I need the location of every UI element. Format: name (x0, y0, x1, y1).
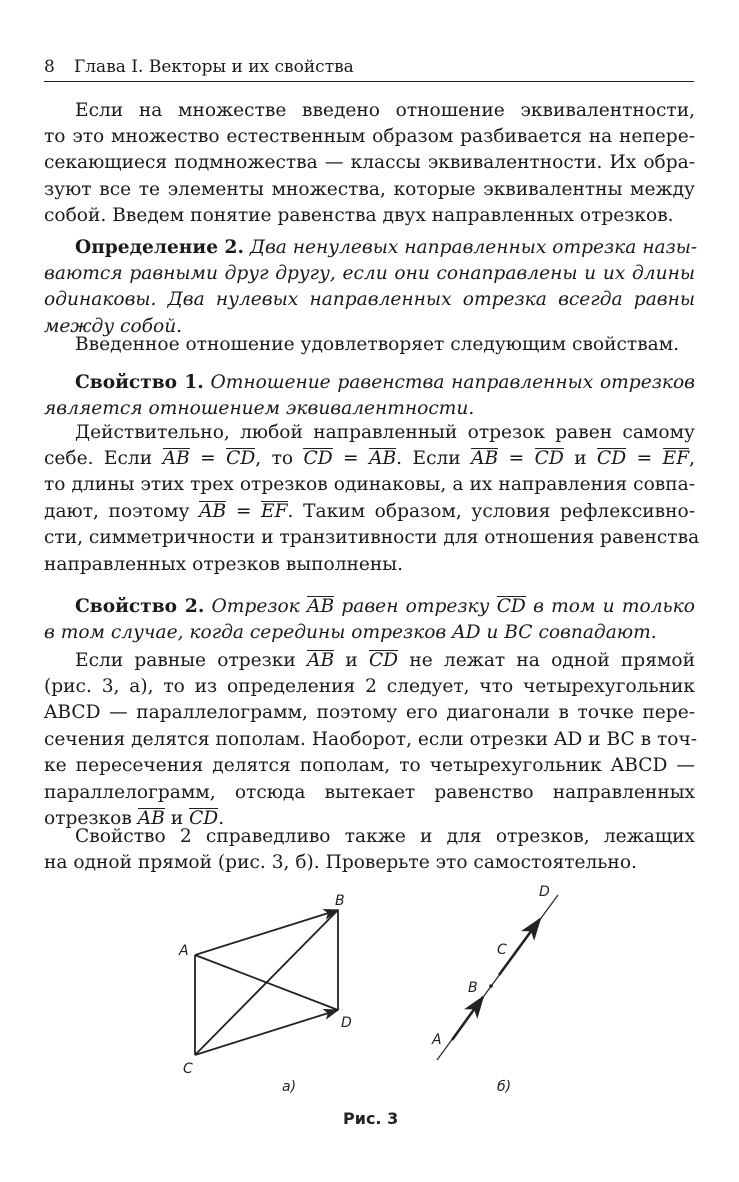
vector-ef: EF (662, 448, 690, 469)
point-label-a: A (179, 943, 189, 959)
subfigure-label-b: б) (497, 1079, 512, 1095)
vector-cd: CD (303, 448, 333, 469)
text-line: сти, симметричности и транзитивности для отношения равенства (44, 527, 700, 549)
vector-ab: AB (137, 808, 165, 830)
point-label-d: D (539, 884, 550, 900)
property-label: Свойство 1. (75, 372, 204, 393)
midpoint-dot (489, 984, 493, 988)
paragraph-proof-1-cont (44, 446, 700, 578)
vector-cd: CD (597, 448, 627, 469)
text-line-with-vectors: Если равные отрезки AB и CD не лежат на одной прямой (75, 650, 695, 671)
paragraph-properties-intro (75, 332, 695, 358)
text-line: на одной прямой (рис. 3, б). Проверьте это самостоятельно. (44, 852, 637, 873)
vector-ab: AB (162, 448, 190, 469)
paragraph-equivalence-cont (44, 124, 695, 230)
definition-text: Два ненулевых направленных отрезка назы- (249, 237, 698, 258)
text-line: Если на множестве введено отношение эквивалентности, (75, 100, 695, 121)
definition-2 (75, 235, 698, 261)
paragraph-collinear-cont (44, 850, 695, 876)
text-line-with-vectors: дают, поэтому AB = EF. Таким образом, условия рефлексивно- (44, 500, 696, 522)
running-header (44, 56, 694, 82)
vector-ab: AB (199, 500, 227, 522)
text-line: то это множество естественным образом разбивается на непере- (44, 126, 695, 147)
property-2: Свойство 2. Отрезок AB равен отрезку CD в том и только (75, 596, 695, 617)
chapter-title: Глава I. Векторы и их свойства (74, 57, 354, 77)
point-label-b: B (335, 893, 345, 909)
property-1-cont (44, 396, 695, 422)
property-label: Свойство 2. (75, 596, 205, 617)
point-label-c: C (497, 942, 507, 958)
text-line: секающиеся подмножества — классы эквивалентности. Их обра- (44, 152, 695, 174)
text-line: одинаковы. Два нулевых направленных отрезка всегда равны (44, 289, 695, 311)
point-label-a: A (432, 1032, 442, 1048)
point-label-d: D (341, 1015, 352, 1031)
text-line-with-vectors: отрезков AB и CD. (44, 808, 225, 830)
vector-ab: AB (307, 650, 335, 671)
definition-label: Определение 2. (75, 237, 244, 258)
definition-2-cont (44, 261, 695, 340)
point-label-c: C (183, 1061, 193, 1077)
paragraph-proof-2-cont (44, 674, 698, 832)
text-line: (рис. 3, а), то из определения 2 следует, что четырехугольник (44, 676, 695, 697)
figure-3-drawing (150, 880, 590, 1140)
page-number: 8 (44, 57, 55, 77)
paragraph-proof-2 (75, 648, 695, 674)
text-line: направленных отрезков выполнены. (44, 553, 404, 575)
vector-cd: CD (368, 650, 399, 671)
vector-cd: CD (226, 448, 256, 469)
text-line: ABCD — параллелограмм, поэтому его диагонали в точке пере- (44, 702, 695, 724)
text-line: Введенное отношение удовлетворяет следующим свойствам. (75, 334, 680, 355)
vector-ab: AB (471, 448, 499, 469)
paragraph-proof-1 (75, 420, 695, 446)
text-line: Свойство 2 справедливо также и для отрезков, лежащих (75, 826, 695, 847)
property-1 (75, 370, 695, 396)
vector-ab: AB (307, 596, 335, 617)
property-text: Отношение равенства направленных отрезков (210, 372, 695, 393)
vector-ab: AB (369, 448, 397, 469)
vector-cd: CD (189, 808, 219, 830)
subfigure-label-a: а) (282, 1079, 297, 1095)
figure-3 (150, 880, 590, 1140)
figure-caption: Рис. 3 (343, 1109, 399, 1128)
text-line: ке пересечения делятся пополам, то четырехугольник ABCD — (44, 755, 695, 777)
figure-3b-collinear (431, 884, 558, 1095)
vector-cd: CD (534, 448, 564, 469)
paragraph-equivalence (75, 98, 695, 124)
text-line: в том случае, когда середины отрезков AD и BC совпадают. (44, 622, 657, 643)
text-line-with-vectors: себе. Если AB = CD, то CD = AB. Если AB = CD и CD = EF, (44, 448, 696, 469)
paragraph-collinear (75, 824, 695, 850)
figure-3a-parallelogram (178, 893, 352, 1095)
text-line: Действительно, любой направленный отрезок равен самому (75, 422, 695, 443)
text-line: является отношением эквивалентности. (44, 398, 475, 419)
text-line: ваются равными друг другу, если они сонаправлены и их длины (44, 263, 695, 284)
vector-cd: CD (496, 596, 526, 617)
text-line: сечения делятся пополам. Наоборот, если отрезки AD и BC в точ- (44, 728, 698, 750)
vector-ab-arrow (452, 997, 483, 1040)
text-line: собой. Введем понятие равенства двух направленных отрезков. (44, 205, 674, 227)
property-2-cont (44, 620, 695, 646)
text-line: то длины этих трех отрезков одинаковы, а их направления совпа- (44, 474, 695, 496)
text-line: между собой. (44, 315, 183, 337)
text-line: параллелограмм, отсюда вытекает равенство направленных (44, 781, 695, 803)
text-line: зуют все те элементы множества, которые эквивалентны между (44, 178, 695, 200)
point-label-b: B (468, 980, 478, 996)
vector-ef: EF (261, 500, 288, 522)
